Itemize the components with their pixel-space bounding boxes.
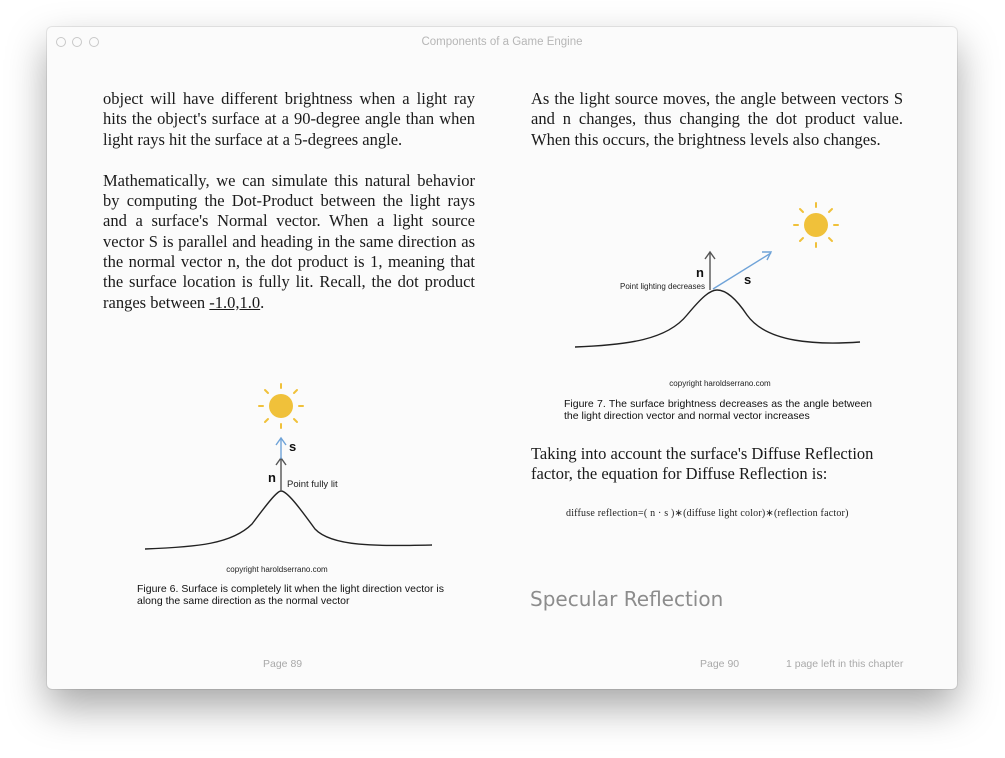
figure-6-caption: Figure 6. Surface is completely lit when the light direction vector is along the same direction as the normal vector [137, 583, 444, 607]
specular-reflection-heading: Specular Reflection [530, 587, 724, 611]
reader-window [47, 27, 957, 689]
figure-7-copyright: copyright haroldserrano.com [669, 379, 771, 388]
right-page [531, 89, 903, 150]
sun-icon [794, 203, 838, 247]
left-page [103, 89, 475, 313]
right-paragraph-1: As the light source moves, the angle between vectors S and n changes, thus changing the dot product value. When this occurs, the brightness levels also changes. [531, 89, 903, 149]
diffuse-reflection-formula: diffuse reflection=( n · s )∗(diffuse light color)∗(reflection factor) [566, 508, 849, 519]
normal-vector-arrow [705, 252, 715, 290]
light-vector-arrow [276, 438, 286, 459]
pages-left-indicator: 1 page left in this chapter [786, 658, 904, 670]
figure-6-illustration [137, 379, 437, 559]
left-paragraph-2-text: Mathematically, we can simulate this natural behavior by computing the Dot-Product between the light rays and a surface's Normal vector. When a light source vector S is parallel and heading in the same direction as the normal vector n, the dot product is 1, meaning that the surface location is fully lit. Recall, the dot product ranges between [103, 170, 475, 312]
sun-icon [259, 384, 303, 428]
left-paragraph-1: object will have different brightness when a light ray hits the object's surface at a 90-degree angle than when light rays hit the surface at a 5-degrees angle. [103, 89, 475, 149]
point-label: Point lighting decreases [620, 282, 705, 291]
surface-curve [575, 290, 860, 347]
point-label: Point fully lit [287, 479, 338, 490]
left-page-number: Page 89 [263, 658, 303, 670]
surface-curve [145, 491, 432, 549]
right-page-number: Page 90 [700, 658, 740, 670]
light-vector-arrow [713, 252, 771, 289]
left-paragraph-2 [103, 171, 475, 313]
figure-7-caption: Figure 7. The surface brightness decreases as the angle between the light direction vector and normal vector increases [564, 398, 872, 422]
right-paragraph-2: Taking into account the surface's Diffuse Reflection factor, the equation for Diffuse Reflection is: [531, 444, 874, 484]
figure-7-illustration [567, 195, 872, 355]
normal-vector-label: n [696, 265, 704, 280]
light-vector-label: s [744, 272, 752, 287]
figure-6-copyright: copyright haroldserrano.com [226, 565, 328, 574]
title-bar [47, 27, 957, 57]
normal-vector-arrow [276, 458, 286, 491]
normal-vector-label: n [268, 470, 276, 485]
right-page-lower [531, 444, 903, 485]
left-paragraph-2-end: . [260, 292, 265, 312]
light-vector-label: s [289, 439, 297, 454]
dot-product-range-link[interactable]: -1.0,1.0 [209, 292, 261, 312]
window-title: Components of a Game Engine [421, 36, 583, 48]
